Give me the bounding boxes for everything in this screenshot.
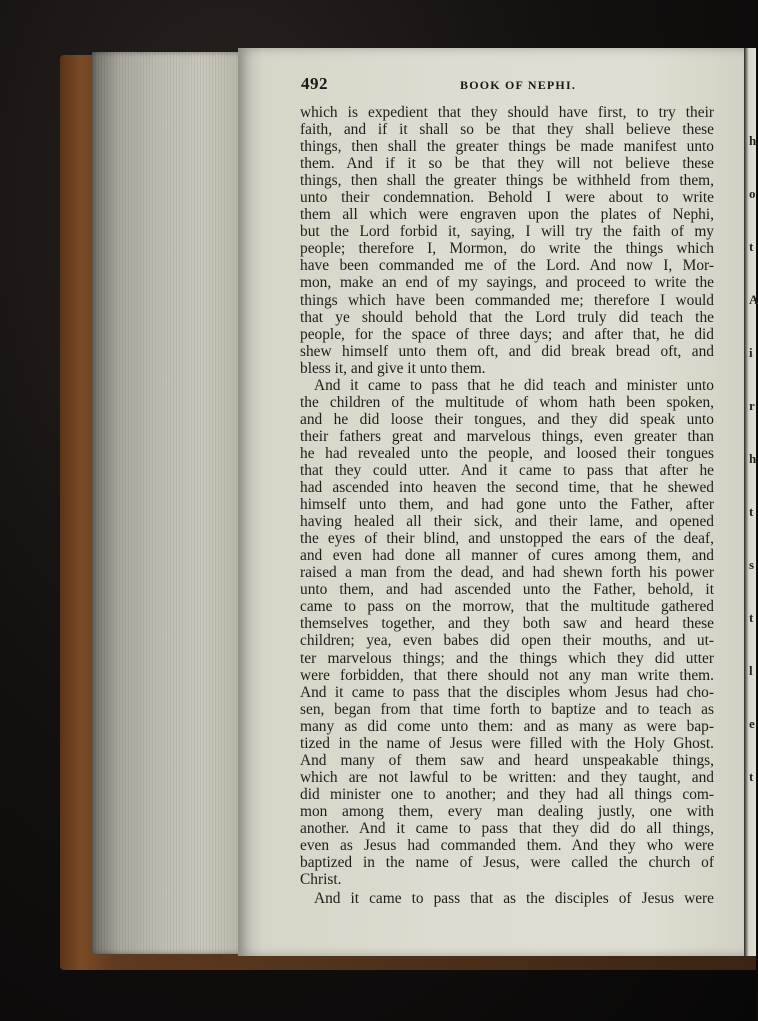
next-page-edge: [744, 48, 756, 956]
text-line: And it came to pass that the disciples whom Jesus had cho-: [300, 683, 714, 701]
text-line: faith, and if it shall so be that they shall believe these: [300, 121, 714, 139]
text-line: people, for the space of three days; and after that, he did: [300, 325, 714, 343]
text-line: things, then shall the greater things be made manifest unto: [300, 138, 714, 156]
final-line: And it came to pass that as the disciples of Jesus were: [314, 890, 714, 907]
text-line: them. And if it so be that they will not believe these: [300, 155, 714, 173]
text-line: them all which were engraven upon the plates of Nephi,: [300, 206, 714, 224]
next-page-glyph: h: [749, 451, 757, 466]
text-line: himself unto them, and had gone unto the Father, after: [300, 496, 714, 514]
text-line: having healed all their sick, and their lame, and opened: [300, 513, 714, 531]
text-line: their fathers great and marvelous things, even greater than: [300, 427, 714, 445]
next-page-glyph: l: [749, 663, 753, 678]
text-line: unto them, and had ascended unto the Father, behold, it: [300, 581, 714, 599]
text-line: shew himself unto them oft, and did break bread oft, and: [300, 342, 714, 360]
text-line: that they could utter. And it came to pass that after he: [300, 461, 714, 479]
text-line: And many of them saw and heard unspeakable things,: [300, 751, 714, 769]
text-line: mon among them, every man dealing justly, one with: [300, 802, 714, 820]
text-line: unto their condemnation. Behold I were about to write: [300, 189, 714, 207]
next-page-glyph: e: [749, 716, 755, 731]
text-line: that ye should behold that the Lord truly did teach the: [300, 308, 714, 326]
next-page-glyph: s: [749, 557, 755, 572]
text-line: had ascended into heaven the second time, that he shewed: [300, 479, 714, 497]
text-line: things which have been commanded me; therefore I would: [300, 291, 714, 309]
text-line: mon, make an end of my sayings, and proceed to write the: [300, 274, 714, 292]
text-line: bless it, and give it unto them.: [300, 359, 486, 377]
text-line: the eyes of their blind, and unstopped the ears of the deaf,: [300, 530, 714, 548]
text-line: the children of the multitude of whom hath been spoken,: [300, 393, 714, 411]
text-line: another. And it came to pass that they did do all things,: [300, 819, 714, 837]
next-page-glyph: t: [749, 610, 754, 625]
page-number: 492: [301, 74, 328, 93]
text-line: And it came to pass that he did teach and minister unto: [314, 376, 714, 394]
next-page-glyph: h: [749, 133, 757, 148]
running-head: BOOK OF NEPHI.: [460, 78, 577, 92]
text-line: sen, began from that time forth to baptize and to teach as: [300, 700, 714, 718]
next-page-glyph: t: [749, 769, 754, 784]
text-line: have been commanded me of the Lord. And now I, Mor-: [300, 257, 714, 275]
text-line: but the Lord forbid it, saying, I will try the faith of my: [300, 223, 714, 241]
text-line: people; therefore I, Mormon, do write the things which: [300, 240, 714, 258]
text-line: many as did come unto them: and as many as were bap-: [300, 717, 714, 735]
text-line: and even had done all manner of cures among them, and: [300, 547, 714, 565]
text-line: were forbidden, that there should not any man write them.: [300, 666, 714, 684]
text-line: children; yea, even babes did open their mouths, and ut-: [300, 632, 714, 650]
next-page-glyph: r: [749, 398, 755, 413]
page-edges: [92, 52, 242, 954]
next-page-glyph: t: [749, 504, 754, 519]
next-page-glyph: t: [749, 239, 754, 254]
text-line: Christ.: [300, 871, 342, 889]
next-page-glyph: A: [749, 292, 758, 307]
page-body-text: [300, 104, 714, 888]
text-line: came to pass on the morrow, that the multitude gathered: [300, 598, 714, 616]
text-line: themselves together, and they both saw and heard these: [300, 615, 714, 633]
text-line: he had revealed unto the people, and loosed their tongues: [300, 444, 714, 462]
text-line: ter marvelous things; and the things which they did utter: [300, 649, 714, 667]
text-line: even as Jesus had commanded them. And they who were: [300, 837, 714, 855]
text-line: and he did loose their tongues, and they did speak unto: [300, 410, 714, 428]
next-page-glyph: o: [749, 186, 756, 201]
text-line: baptized in the name of Jesus, were called the church of: [300, 854, 714, 872]
text-line: raised a man from the dead, and had shewn forth his power: [300, 564, 714, 582]
text-line: did minister one to another; and they had all things com-: [300, 785, 714, 803]
text-line: tized in the name of Jesus were filled with the Holy Ghost.: [300, 734, 714, 752]
text-line: things, then shall the greater things be withheld from them,: [300, 172, 714, 190]
text-line: which are not lawful to be written: and they taught, and: [300, 768, 714, 786]
next-page-glyph: i: [749, 345, 753, 360]
text-line: which is expedient that they should have first, to try their: [300, 104, 714, 121]
